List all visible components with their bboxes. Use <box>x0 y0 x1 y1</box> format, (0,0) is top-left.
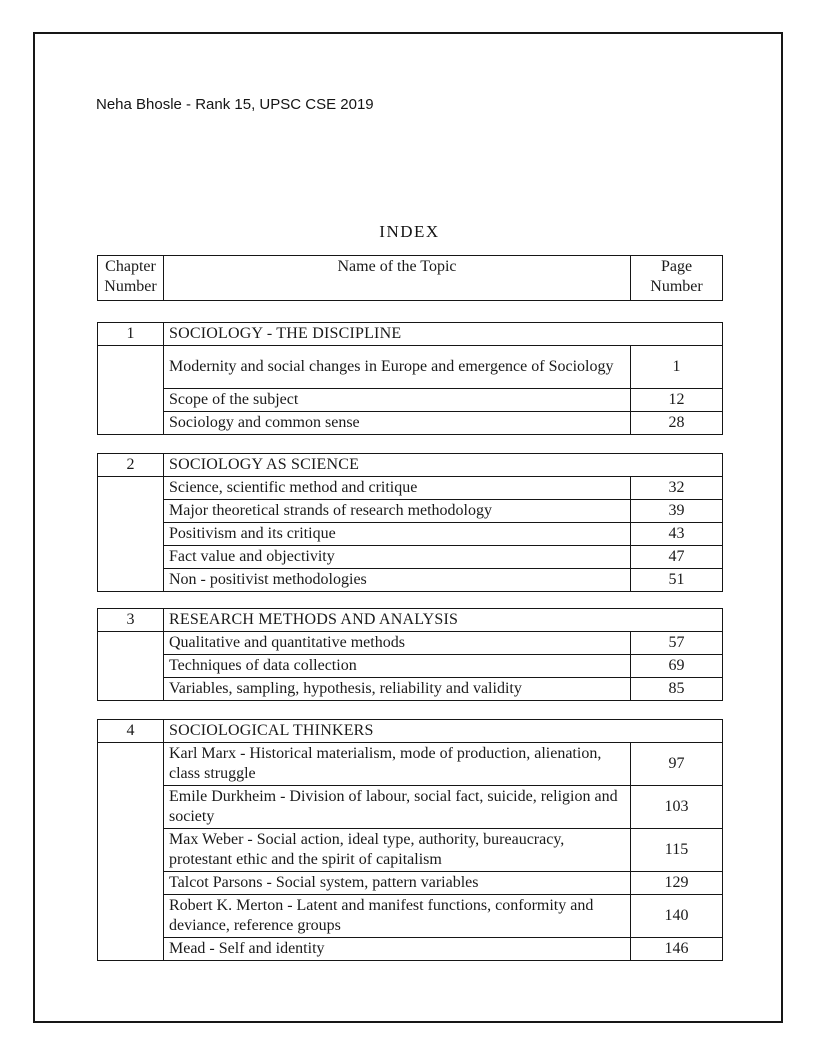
page-number-cell: 57 <box>631 632 723 655</box>
chapter-number-cell: 1 <box>98 323 164 346</box>
topic-cell: Karl Marx - Historical materialism, mode of production, alienation, class struggle <box>164 743 631 786</box>
section-title-cell: SOCIOLOGY - THE DISCIPLINE <box>164 323 723 346</box>
section-header-row <box>98 609 723 632</box>
toc-header-table <box>97 255 723 301</box>
page-number-cell: 32 <box>631 477 723 500</box>
topic-cell: Positivism and its critique <box>164 523 631 546</box>
page-number-cell: 97 <box>631 743 723 786</box>
topic-row <box>98 678 723 701</box>
section-header-row <box>98 454 723 477</box>
page-number-cell: 12 <box>631 389 723 412</box>
page-number-cell: 140 <box>631 895 723 938</box>
header-topic-cell: Name of the Topic <box>164 256 631 301</box>
page-number-cell: 28 <box>631 412 723 435</box>
chapter-block-3 <box>97 608 723 701</box>
topic-cell: Fact value and objectivity <box>164 546 631 569</box>
chapter-number-cell: 4 <box>98 720 164 743</box>
index-title: INDEX <box>379 222 440 241</box>
header-chapter-cell: Chapter Number <box>98 256 164 301</box>
topic-row <box>98 872 723 895</box>
topic-cell: Sociology and common sense <box>164 412 631 435</box>
toc-header-row <box>98 256 723 301</box>
topic-row <box>98 389 723 412</box>
page-number-cell: 146 <box>631 938 723 961</box>
page-number-cell: 39 <box>631 500 723 523</box>
topic-cell: Variables, sampling, hypothesis, reliability and validity <box>164 678 631 701</box>
section-title-cell: SOCIOLOGICAL THINKERS <box>164 720 723 743</box>
topic-row <box>98 346 723 389</box>
topic-row <box>98 569 723 592</box>
chapter-span-cell <box>98 346 164 435</box>
topic-cell: Non - positivist methodologies <box>164 569 631 592</box>
chapter-span-cell <box>98 632 164 701</box>
author-note: Neha Bhosle - Rank 15, UPSC CSE 2019 <box>96 96 374 113</box>
page-number-cell: 129 <box>631 872 723 895</box>
topic-row <box>98 412 723 435</box>
topic-row <box>98 546 723 569</box>
chapter-span-cell <box>98 743 164 961</box>
section-title-cell: RESEARCH METHODS AND ANALYSIS <box>164 609 723 632</box>
page-number-cell: 1 <box>631 346 723 389</box>
topic-cell: Modernity and social changes in Europe and emergence of Sociology <box>164 346 631 389</box>
topic-row <box>98 938 723 961</box>
header-page-cell: Page Number <box>631 256 723 301</box>
topic-cell: Science, scientific method and critique <box>164 477 631 500</box>
topic-cell: Talcot Parsons - Social system, pattern variables <box>164 872 631 895</box>
page-number-cell: 69 <box>631 655 723 678</box>
topic-row <box>98 477 723 500</box>
chapter-number-cell: 2 <box>98 454 164 477</box>
topic-cell: Techniques of data collection <box>164 655 631 678</box>
topic-row <box>98 743 723 786</box>
section-header-row <box>98 720 723 743</box>
topic-row <box>98 500 723 523</box>
topic-cell: Qualitative and quantitative methods <box>164 632 631 655</box>
topic-cell: Major theoretical strands of research methodology <box>164 500 631 523</box>
section-title-cell: SOCIOLOGY AS SCIENCE <box>164 454 723 477</box>
chapter-block-2 <box>97 453 723 592</box>
topic-row <box>98 786 723 829</box>
topic-cell: Emile Durkheim - Division of labour, social fact, suicide, religion and society <box>164 786 631 829</box>
page-number-cell: 47 <box>631 546 723 569</box>
topic-cell: Mead - Self and identity <box>164 938 631 961</box>
page-number-cell: 85 <box>631 678 723 701</box>
topic-row <box>98 655 723 678</box>
topic-row <box>98 829 723 872</box>
chapter-block-4 <box>97 719 723 961</box>
chapter-block-1 <box>97 322 723 435</box>
topic-cell: Scope of the subject <box>164 389 631 412</box>
topic-cell: Robert K. Merton - Latent and manifest functions, conformity and deviance, reference groups <box>164 895 631 938</box>
chapter-span-cell <box>98 477 164 592</box>
chapter-number-cell: 3 <box>98 609 164 632</box>
page-number-cell: 103 <box>631 786 723 829</box>
topic-row <box>98 895 723 938</box>
section-header-row <box>98 323 723 346</box>
topic-cell: Max Weber - Social action, ideal type, authority, bureaucracy, protestant ethic and the spirit of capitalism <box>164 829 631 872</box>
topic-row <box>98 523 723 546</box>
page-number-cell: 43 <box>631 523 723 546</box>
page-number-cell: 51 <box>631 569 723 592</box>
topic-row <box>98 632 723 655</box>
page-number-cell: 115 <box>631 829 723 872</box>
